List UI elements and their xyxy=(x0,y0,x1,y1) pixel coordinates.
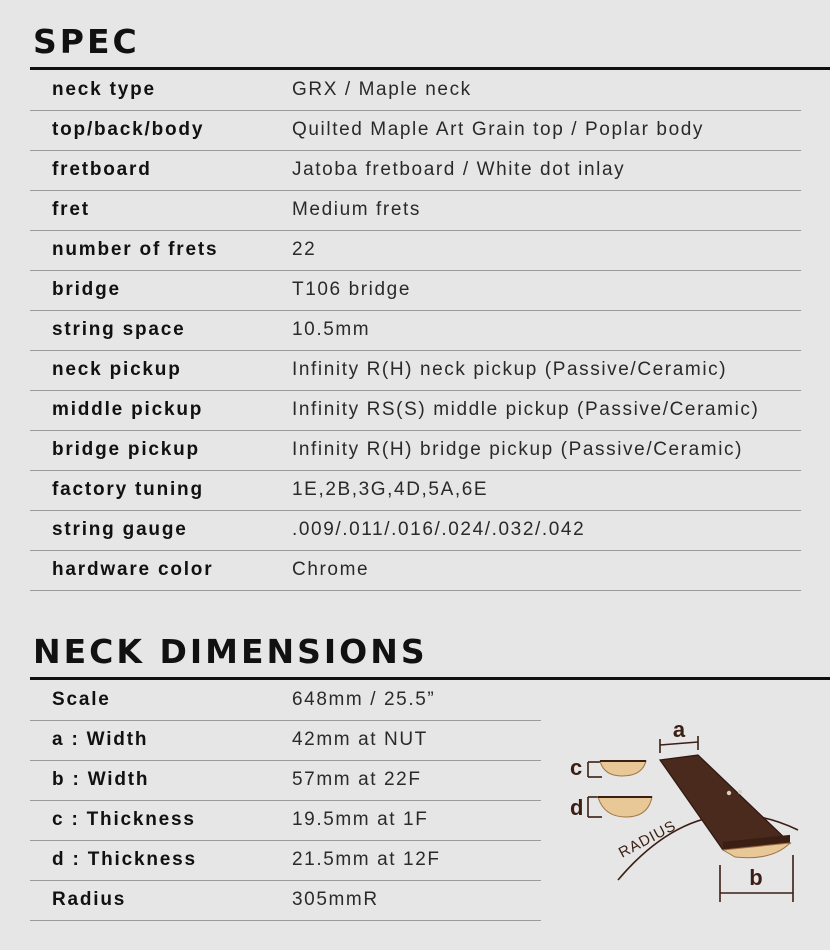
row-value: T106 bridge xyxy=(292,279,412,300)
row-label: bridge xyxy=(52,279,121,300)
neck-diagram xyxy=(560,715,810,915)
row-label: fret xyxy=(52,199,90,220)
table-row xyxy=(30,470,801,511)
table-row xyxy=(30,720,541,761)
row-label: number of frets xyxy=(52,239,219,260)
row-label: fretboard xyxy=(52,159,152,180)
row-label: string gauge xyxy=(52,519,188,540)
row-value: GRX / Maple neck xyxy=(292,79,472,100)
row-value: Infinity RS(S) middle pickup (Passive/Ceramic) xyxy=(292,399,760,420)
table-row xyxy=(30,390,801,431)
row-label: Scale xyxy=(52,689,111,710)
table-row xyxy=(30,310,801,351)
table-row xyxy=(30,800,541,841)
inlay-dot xyxy=(738,790,742,794)
label-a: a xyxy=(672,717,686,742)
table-row xyxy=(30,150,801,191)
row-value: Medium frets xyxy=(292,199,422,220)
table-row xyxy=(30,230,801,271)
row-value: 10.5mm xyxy=(292,319,371,340)
label-d: d xyxy=(570,795,584,820)
row-value: 21.5mm at 12F xyxy=(292,849,441,870)
row-label: middle pickup xyxy=(52,399,204,420)
label-b: b xyxy=(749,865,763,890)
table-row xyxy=(30,760,541,801)
row-label: d : Thickness xyxy=(52,849,197,870)
table-row xyxy=(30,680,541,721)
row-label: bridge pickup xyxy=(52,439,200,460)
row-label: string space xyxy=(52,319,186,340)
table-row xyxy=(30,70,801,111)
row-value: 22 xyxy=(292,239,317,260)
row-value: Quilted Maple Art Grain top / Poplar body xyxy=(292,119,705,140)
table-row xyxy=(30,510,801,551)
row-value: .009/.011/.016/.024/.032/.042 xyxy=(292,519,586,540)
table-row xyxy=(30,550,801,591)
table-row xyxy=(30,110,801,151)
label-radius: RADIUS xyxy=(615,817,680,862)
profile-d xyxy=(598,797,652,817)
table-row xyxy=(30,430,801,471)
row-value: 1E,2B,3G,4D,5A,6E xyxy=(292,479,489,500)
table-row xyxy=(30,190,801,231)
row-value: Infinity R(H) bridge pickup (Passive/Ceramic) xyxy=(292,439,744,460)
table-row xyxy=(30,350,801,391)
dimension-a-line xyxy=(660,742,698,745)
row-value: 648mm / 25.5” xyxy=(292,689,436,710)
row-label: a : Width xyxy=(52,729,149,750)
row-label: top/back/body xyxy=(52,119,205,140)
row-value: 305mmR xyxy=(292,889,379,910)
row-label: neck pickup xyxy=(52,359,182,380)
row-label: b : Width xyxy=(52,769,150,790)
row-label: c : Thickness xyxy=(52,809,196,830)
row-label: Radius xyxy=(52,889,127,910)
table-row xyxy=(30,840,541,881)
neck-dimensions-title: NECK DIMENSIONS xyxy=(33,632,428,671)
row-value: 57mm at 22F xyxy=(292,769,422,790)
row-label: hardware color xyxy=(52,559,214,580)
table-row xyxy=(30,880,541,921)
row-value: Infinity R(H) neck pickup (Passive/Ceramic) xyxy=(292,359,728,380)
spec-title: SPEC xyxy=(33,22,140,61)
row-label: neck type xyxy=(52,79,156,100)
row-value: 19.5mm at 1F xyxy=(292,809,429,830)
label-c: c xyxy=(570,755,583,780)
row-value: Chrome xyxy=(292,559,370,580)
profile-c xyxy=(600,761,646,776)
neck-shape xyxy=(660,755,790,850)
inlay-dot xyxy=(727,791,731,795)
row-value: Jatoba fretboard / White dot inlay xyxy=(292,159,626,180)
row-label: factory tuning xyxy=(52,479,204,500)
table-row xyxy=(30,270,801,311)
row-value: 42mm at NUT xyxy=(292,729,428,750)
